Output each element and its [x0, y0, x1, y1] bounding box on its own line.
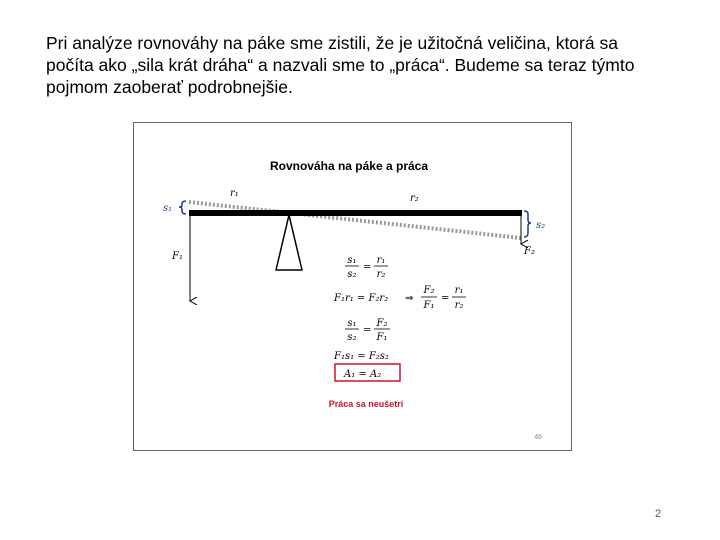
eq2-frac-r2: r₂ — [454, 300, 464, 311]
equation-ratio-f — [345, 318, 390, 343]
equation-work: F₁s₁ = F₂s₂ — [334, 351, 389, 362]
figure-title: Rovnováha na páke a práca — [269, 159, 429, 173]
eq1-r2: r₂ — [376, 269, 386, 280]
intro-line-2: počíta ako „sila krát dráha“ a nazvali sme to „práca“. Budeme sa teraz týmto — [46, 55, 635, 75]
eq1-s1: s₁ — [347, 255, 357, 266]
eq2-implies: ⇒ — [405, 293, 414, 304]
eq1-s2: s₂ — [347, 269, 357, 280]
r2-label: r₂ — [410, 193, 419, 204]
lever-diagram — [134, 123, 571, 450]
s2-label: s₂ — [536, 220, 546, 231]
eq1-r1: r₁ — [376, 255, 386, 266]
conclusion-text: Práca sa neušetrí — [328, 399, 404, 409]
intro-paragraph — [46, 32, 686, 98]
tilted-lever — [189, 202, 521, 238]
s1-label: s₁ — [163, 203, 173, 214]
eq3-s1: s₁ — [347, 318, 357, 329]
intro-line-1: Pri analýze rovnováhy na páke sme zistili, že je užitočná veličina, ktorá sa — [46, 33, 618, 53]
lever-beam — [189, 210, 522, 216]
slide-number: 46 — [534, 434, 542, 441]
eq1-equals: = — [363, 262, 372, 273]
eq2-equals: = — [441, 293, 450, 304]
f1-label: F₁ — [172, 251, 183, 262]
equation-work-result: A₁ = A₂ — [344, 369, 382, 380]
page-number: 2 — [655, 508, 662, 520]
r1-label: r₁ — [230, 188, 239, 199]
eq2-frac-f2: F₂ — [423, 285, 435, 296]
fulcrum-triangle — [276, 215, 302, 270]
equation-moment — [333, 285, 466, 311]
lever-figure — [133, 122, 572, 451]
eq3-f1: F₁ — [376, 332, 388, 343]
s1-brace — [179, 201, 186, 214]
eq3-f2: F₂ — [376, 318, 388, 329]
f2-label: F₂ — [524, 246, 535, 257]
s2-brace — [524, 211, 531, 237]
eq3-s2: s₂ — [347, 332, 357, 343]
eq2-moment: F₁r₁ = F₂r₂ — [334, 293, 389, 304]
eq2-frac-f1: F₁ — [423, 300, 435, 311]
intro-line-3: pojmom zaoberať podrobnejšie. — [46, 77, 293, 97]
eq3-equals: = — [363, 325, 372, 336]
equation-ratio-r — [345, 255, 388, 280]
eq2-frac-r1: r₁ — [454, 285, 464, 296]
